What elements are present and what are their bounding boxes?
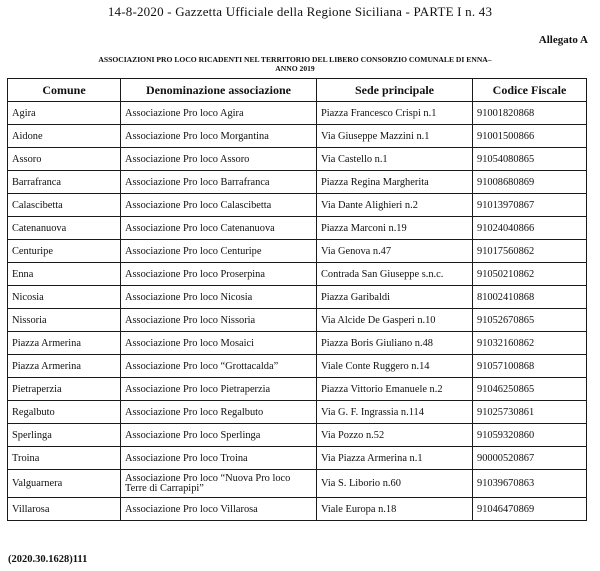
table-row	[8, 470, 587, 498]
pro-loco-table	[7, 78, 587, 521]
cell-sede: Via Genova n.47	[317, 240, 473, 263]
cell-sede: Via Dante Alighieri n.2	[317, 194, 473, 217]
column-header-denominazione: Denominazione associazione	[121, 79, 317, 102]
cell-denominazione: Associazione Pro loco Villarosa	[121, 498, 317, 521]
cell-comune: Aidone	[8, 125, 121, 148]
cell-comune: Calascibetta	[8, 194, 121, 217]
cell-comune: Piazza Armerina	[8, 355, 121, 378]
cell-codice-fiscale: 91039670863	[473, 470, 587, 498]
cell-comune: Regalbuto	[8, 401, 121, 424]
cell-codice-fiscale: 81002410868	[473, 286, 587, 309]
document-title-line2: ANNO 2019	[275, 64, 315, 73]
table-row	[8, 309, 587, 332]
cell-comune: Centuripe	[8, 240, 121, 263]
cell-comune: Valguarnera	[8, 470, 121, 498]
table-row	[8, 447, 587, 470]
cell-sede: Piazza Francesco Crispi n.1	[317, 102, 473, 125]
cell-denominazione: Associazione Pro loco Morgantina	[121, 125, 317, 148]
cell-codice-fiscale: 91046470869	[473, 498, 587, 521]
column-header-sede: Sede principale	[317, 79, 473, 102]
cell-denominazione: Associazione Pro loco Pietraperzia	[121, 378, 317, 401]
cell-codice-fiscale: 91052670865	[473, 309, 587, 332]
cell-sede: Piazza Garibaldi	[317, 286, 473, 309]
cell-comune: Enna	[8, 263, 121, 286]
table-row	[8, 148, 587, 171]
table-row	[8, 263, 587, 286]
cell-denominazione: Associazione Pro loco Proserpina	[121, 263, 317, 286]
table-row	[8, 332, 587, 355]
cell-denominazione: Associazione Pro loco Nicosia	[121, 286, 317, 309]
cell-codice-fiscale: 91059320860	[473, 424, 587, 447]
cell-denominazione: Associazione Pro loco Troina	[121, 447, 317, 470]
cell-sede: Via G. F. Ingrassia n.114	[317, 401, 473, 424]
cell-denominazione: Associazione Pro loco Centuripe	[121, 240, 317, 263]
table-row	[8, 401, 587, 424]
cell-sede: Via Pozzo n.52	[317, 424, 473, 447]
cell-denominazione: Associazione Pro loco Catenanuova	[121, 217, 317, 240]
cell-comune: Pietraperzia	[8, 378, 121, 401]
table-row	[8, 171, 587, 194]
table-row	[8, 194, 587, 217]
table-row	[8, 424, 587, 447]
cell-codice-fiscale: 91046250865	[473, 378, 587, 401]
cell-sede: Via S. Liborio n.60	[317, 470, 473, 498]
cell-comune: Troina	[8, 447, 121, 470]
cell-comune: Agira	[8, 102, 121, 125]
table-header-row	[8, 79, 587, 102]
cell-codice-fiscale: 91013970867	[473, 194, 587, 217]
cell-denominazione: Associazione Pro loco Nissoria	[121, 309, 317, 332]
table-row	[8, 125, 587, 148]
column-header-codice-fiscale: Codice Fiscale	[473, 79, 587, 102]
cell-comune: Nicosia	[8, 286, 121, 309]
cell-codice-fiscale: 91001820868	[473, 102, 587, 125]
cell-comune: Piazza Armerina	[8, 332, 121, 355]
cell-sede: Viale Conte Ruggero n.14	[317, 355, 473, 378]
cell-codice-fiscale: 91024040866	[473, 217, 587, 240]
cell-codice-fiscale: 91057100868	[473, 355, 587, 378]
table-row	[8, 355, 587, 378]
cell-denominazione: Associazione Pro loco Assoro	[121, 148, 317, 171]
cell-sede: Via Giuseppe Mazzini n.1	[317, 125, 473, 148]
cell-sede: Viale Europa n.18	[317, 498, 473, 521]
cell-codice-fiscale: 91017560862	[473, 240, 587, 263]
cell-denominazione: Associazione Pro loco “Grottacalda”	[121, 355, 317, 378]
cell-comune: Sperlinga	[8, 424, 121, 447]
table-row	[8, 498, 587, 521]
cell-sede: Piazza Regina Margherita	[317, 171, 473, 194]
document-title-line1: ASSOCIAZIONI PRO LOCO RICADENTI NEL TERRITORIO DEL LIBERO CONSORZIO COMUNALE DI ENNA–	[98, 55, 492, 64]
cell-denominazione: Associazione Pro loco “Nuova Pro loco Terre di Carrapipi”	[121, 470, 317, 498]
cell-denominazione: Associazione Pro loco Regalbuto	[121, 401, 317, 424]
cell-sede: Piazza Boris Giuliano n.48	[317, 332, 473, 355]
cell-denominazione: Associazione Pro loco Barrafranca	[121, 171, 317, 194]
cell-sede: Via Alcide De Gasperi n.10	[317, 309, 473, 332]
column-header-comune: Comune	[8, 79, 121, 102]
cell-codice-fiscale: 91008680869	[473, 171, 587, 194]
cell-sede: Contrada San Giuseppe s.n.c.	[317, 263, 473, 286]
cell-codice-fiscale: 91025730861	[473, 401, 587, 424]
table-row	[8, 217, 587, 240]
cell-codice-fiscale: 91050210862	[473, 263, 587, 286]
cell-denominazione: Associazione Pro loco Sperlinga	[121, 424, 317, 447]
cell-codice-fiscale: 90000520867	[473, 447, 587, 470]
table-row	[8, 286, 587, 309]
allegato-label: Allegato A	[538, 34, 588, 46]
cell-sede: Via Castello n.1	[317, 148, 473, 171]
table-row	[8, 378, 587, 401]
cell-codice-fiscale: 91032160862	[473, 332, 587, 355]
table-row	[8, 102, 587, 125]
cell-denominazione: Associazione Pro loco Agira	[121, 102, 317, 125]
cell-comune: Barrafranca	[8, 171, 121, 194]
table-body	[8, 102, 587, 521]
cell-sede: Via Piazza Armerina n.1	[317, 447, 473, 470]
cell-comune: Nissoria	[8, 309, 121, 332]
cell-comune: Villarosa	[8, 498, 121, 521]
cell-comune: Catenanuova	[8, 217, 121, 240]
cell-denominazione: Associazione Pro loco Calascibetta	[121, 194, 317, 217]
cell-sede: Piazza Vittorio Emanuele n.2	[317, 378, 473, 401]
cell-codice-fiscale: 91054080865	[473, 148, 587, 171]
cell-codice-fiscale: 91001500866	[473, 125, 587, 148]
footer-reference: (2020.30.1628)111	[8, 554, 88, 565]
cell-comune: Assoro	[8, 148, 121, 171]
cell-sede: Piazza Marconi n.19	[317, 217, 473, 240]
document-title	[70, 55, 520, 73]
page-header: 14-8-2020 - Gazzetta Ufficiale della Regione Siciliana - PARTE I n. 43	[107, 4, 493, 19]
table-row	[8, 240, 587, 263]
cell-denominazione: Associazione Pro loco Mosaici	[121, 332, 317, 355]
